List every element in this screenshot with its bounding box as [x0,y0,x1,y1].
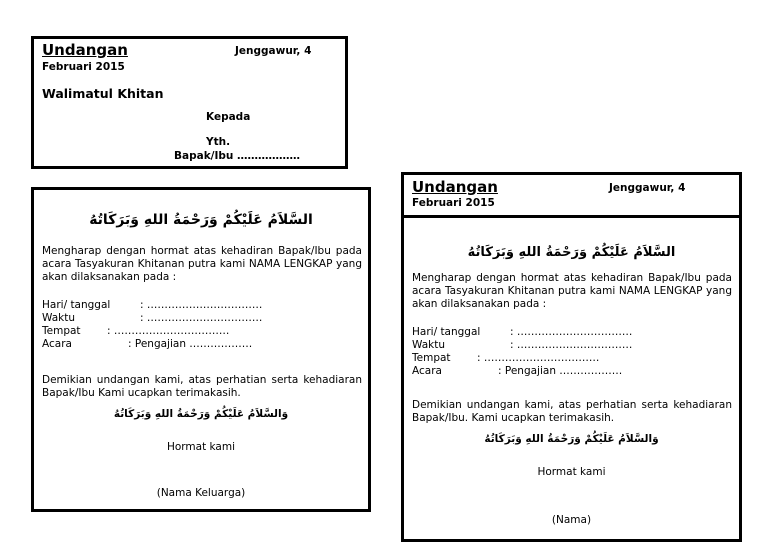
greeting-arabic: السَّلاَمُ عَلَيْكُمْ وَرَحْمَةُ اللهِ وَبَرَكَاتُهُ [89,212,313,228]
invitation-card-1 [31,187,371,512]
card2-intro-paragraph: Mengharap dengan hormat atas kehadiran Bapak/Ibu pada acara Tasyakuran Khitanan putra kami NAMA LENGKAP yang akan dilaksanakan pada : [412,272,732,310]
detail-row-place [42,325,362,338]
detail-value: : …………………………… [510,326,633,338]
envelope-recipient: Bapak/Ibu ……………… [174,150,301,162]
card2-title: Undangan [412,178,498,196]
card2-detail-row-time [412,339,732,352]
card2-closing-arabic: وَالسَّلاَمُ عَلَيْكُمْ وَرَحْمَةُ اللهِ وَبَرَكَاتُهُ [484,433,659,445]
sender-name: (Nama Keluarga) [156,487,246,499]
detail-value: : …………………………… [107,325,230,337]
card2-date-year: Februari 2015 [412,197,495,209]
card2-detail-row-event [412,365,732,378]
detail-value: : Pengajian ……………… [128,338,253,350]
card2-header-divider [404,215,739,218]
detail-value: : …………………………… [140,299,263,311]
card2-closing-paragraph: Demikian undangan kami, atas perhatian serta kehadiaran Bapak/Ibu. Kami ucapkan terimakasih. [412,399,732,424]
envelope-kepada: Kepada [206,111,251,123]
closing-paragraph: Demikian undangan kami, atas perhatian serta kehadiaran Bapak/Ibu Kami ucapkan terimakasih. [42,374,362,399]
detail-row-time [42,312,362,325]
detail-value: : …………………………… [510,339,633,351]
card2-greeting-arabic: السَّلاَمُ عَلَيْكُمْ وَرَحْمَةُ اللهِ وَبَرَكَاتُهُ [467,245,676,260]
envelope-title: Undangan [42,41,128,59]
card2-detail-row-place [412,352,732,365]
detail-row-date [42,299,362,312]
detail-row-event [42,338,362,351]
detail-label: Acara [412,365,442,377]
detail-label: Hari/ tanggal [412,326,481,338]
card2-place-date: Jenggawur, 4 [609,182,686,194]
envelope-event: Walimatul Khitan [42,86,164,101]
intro-paragraph: Mengharap dengan hormat atas kehadiran Bapak/Ibu pada acara Tasyakuran Khitanan putra kami NAMA LENGKAP yang akan dilaksanakan pada : [42,245,362,283]
detail-label: Waktu [42,312,75,324]
detail-value: : …………………………… [477,352,600,364]
envelope-card [31,36,348,169]
invitation-card-2 [401,172,742,542]
envelope-yth: Yth. [206,136,231,148]
detail-label: Hari/ tanggal [42,299,111,311]
detail-value: : Pengajian ……………… [498,365,623,377]
detail-label: Acara [42,338,72,350]
card2-detail-row-date [412,326,732,339]
detail-label: Tempat [412,352,451,364]
detail-label: Waktu [412,339,445,351]
envelope-place-date: Jenggawur, 4 [235,45,312,57]
card2-regards-text: Hormat kami [537,466,606,478]
regards-text: Hormat kami [166,441,236,453]
detail-value: : …………………………… [140,312,263,324]
closing-arabic: وَالسَّلاَمُ عَلَيْكُمْ وَرَحْمَةُ اللهِ وَبَرَكَاتُهُ [113,408,289,420]
card2-details-list [412,326,732,378]
details-list [42,299,362,351]
detail-label: Tempat [42,325,81,337]
card2-sender-name: (Nama) [551,514,592,526]
envelope-date-year: Februari 2015 [42,61,125,73]
